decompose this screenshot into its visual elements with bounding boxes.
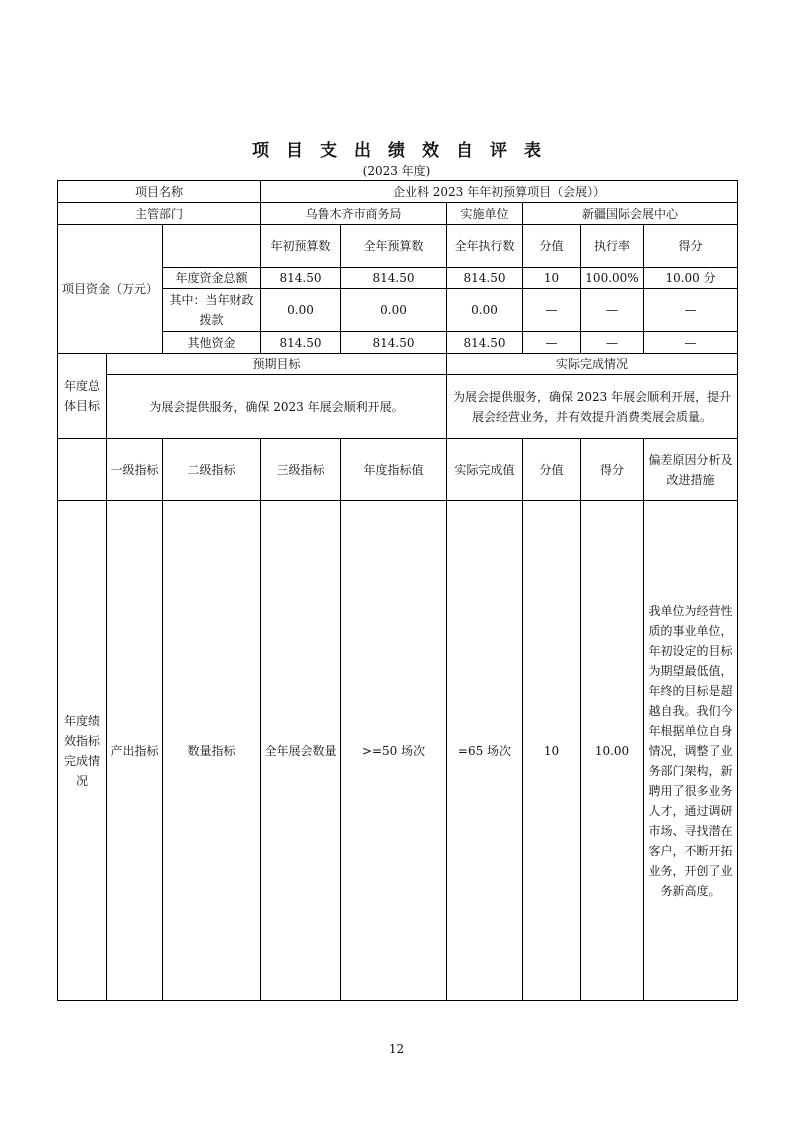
- funds-cell: 0.00: [261, 289, 341, 332]
- indicator-level1: 产出指标: [107, 501, 163, 1001]
- funds-cell: 814.50: [447, 268, 523, 289]
- indicator-header: 年度指标值: [341, 439, 447, 501]
- funds-header-blank: [163, 225, 261, 268]
- funds-cell: 814.50: [341, 332, 447, 354]
- performance-table: [57, 180, 738, 1001]
- funds-header: 年初预算数: [261, 225, 341, 268]
- goals-content-row: [58, 375, 738, 439]
- deviation-analysis-text: 我单位为经营性质的事业单位，年初设定的目标为期望最低值，年终的目标是超越自我。我们今年根据单位自身情况，调整了业务部门架构，新聘用了很多业务人才，通过调研市场、寻找潜在客户，不断开拓业务，开创了业务新高度。: [644, 501, 738, 1001]
- indicator-header-blank: [58, 439, 107, 501]
- page-number: 12: [388, 1042, 405, 1056]
- funds-cell: 0.00: [447, 289, 523, 332]
- funds-row-name: 其他资金: [163, 332, 261, 354]
- department-label: 主管部门: [58, 203, 261, 225]
- funds-cell: 814.50: [447, 332, 523, 354]
- indicator-header: 偏差原因分析及改进措施: [644, 439, 738, 501]
- indicator-header: 分值: [523, 439, 581, 501]
- funds-cell: —: [523, 289, 581, 332]
- funds-cell: 814.50: [261, 332, 341, 354]
- funds-cell: —: [523, 332, 581, 354]
- impl-unit-label: 实施单位: [447, 203, 523, 225]
- funds-cell: 814.50: [261, 268, 341, 289]
- indicator-header: 一级指标: [107, 439, 163, 501]
- funds-cell: 10: [523, 268, 581, 289]
- funds-header: 得分: [644, 225, 738, 268]
- funds-row-name: 其中：当年财政拨款: [163, 289, 261, 332]
- indicator-score-value: 10: [523, 501, 581, 1001]
- indicator-header: 三级指标: [261, 439, 341, 501]
- funds-header: 执行率: [581, 225, 644, 268]
- actual-goal-header: 实际完成情况: [447, 354, 738, 375]
- funds-label: 项目资金（万元）: [58, 225, 163, 354]
- actual-goal-text: 为展会提供服务，确保 2023 年展会顺利开展，提升展会经营业务，并有效提升消费类展会质量。: [447, 375, 738, 439]
- indicator-score: 10.00: [581, 501, 644, 1001]
- indicator-header: 二级指标: [163, 439, 261, 501]
- department-row: [58, 203, 738, 225]
- indicator-level2: 数量指标: [163, 501, 261, 1001]
- funds-cell: —: [581, 289, 644, 332]
- funds-cell: —: [644, 289, 738, 332]
- funds-header: 全年执行数: [447, 225, 523, 268]
- expected-goal-header: 预期目标: [107, 354, 447, 375]
- indicator-header-row: [58, 439, 738, 501]
- project-name-value: 企业科 2023 年年初预算项目（会展））: [261, 181, 738, 203]
- indicator-level3: 全年展会数量: [261, 501, 341, 1001]
- project-name-row: [58, 181, 738, 203]
- indicator-target: >=50 场次: [341, 501, 447, 1001]
- project-name-label: 项目名称: [58, 181, 261, 203]
- funds-cell: 10.00 分: [644, 268, 738, 289]
- indicator-header: 实际完成值: [447, 439, 523, 501]
- funds-cell: 0.00: [341, 289, 447, 332]
- page-title: 项目支出绩效自评表: [252, 141, 558, 161]
- year-note: (2023 年度): [362, 164, 431, 178]
- funds-header: 全年预算数: [341, 225, 447, 268]
- indicator-row: [58, 501, 738, 1001]
- funds-row-name: 年度资金总额: [163, 268, 261, 289]
- funds-header: 分值: [523, 225, 581, 268]
- impl-unit-value: 新疆国际会展中心: [523, 203, 738, 225]
- indicator-header: 得分: [581, 439, 644, 501]
- funds-cell: 100.00%: [581, 268, 644, 289]
- goals-label: 年度总体目标: [58, 354, 107, 439]
- funds-cell: 814.50: [341, 268, 447, 289]
- funds-cell: —: [581, 332, 644, 354]
- indicator-actual: =65 场次: [447, 501, 523, 1001]
- goals-header-row: [58, 354, 738, 375]
- department-value: 乌鲁木齐市商务局: [261, 203, 447, 225]
- indicator-section-label: 年度绩效指标完成情况: [58, 501, 107, 1001]
- expected-goal-text: 为展会提供服务，确保 2023 年展会顺利开展。: [107, 375, 447, 439]
- funds-header-row: [58, 225, 738, 268]
- funds-cell: —: [644, 332, 738, 354]
